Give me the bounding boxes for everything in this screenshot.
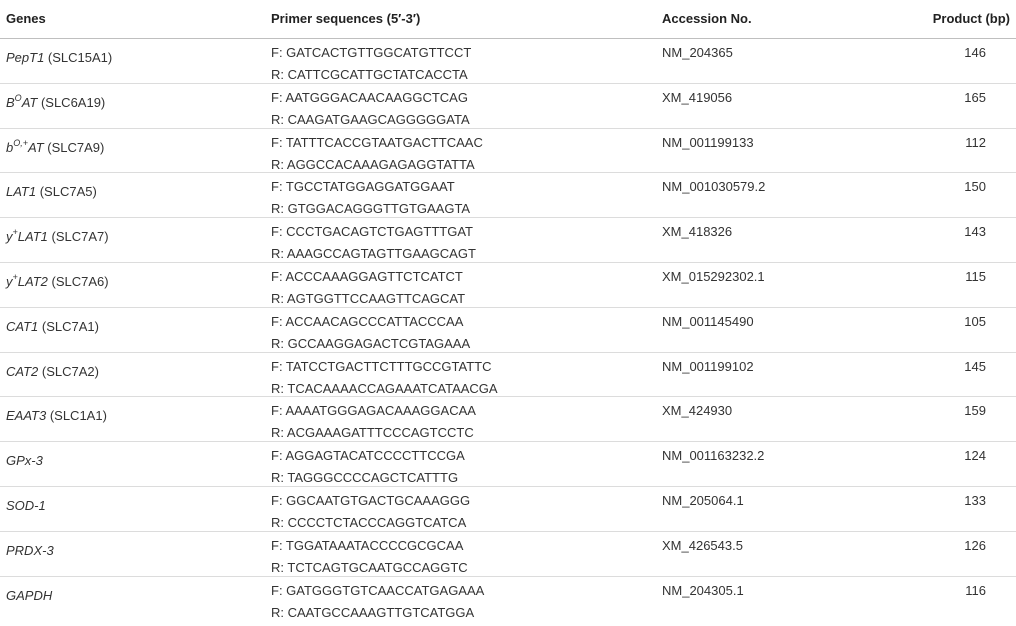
gene-name: b — [6, 139, 14, 155]
product-size: 159 — [964, 403, 986, 419]
gene-name: SOD-1 — [6, 497, 46, 513]
gene-name: LAT1 — [6, 184, 37, 200]
gene-symbol: (SLC7A6) — [47, 273, 109, 289]
gene-symbol: (SLC6A19) — [37, 94, 106, 110]
accession-number: XM_424930 — [662, 403, 733, 419]
accession-number: NM_001145490 — [662, 313, 754, 329]
table-row — [0, 442, 1016, 487]
gene-cell — [6, 359, 99, 380]
forward-primer: F: AGGAGTACATCCCCTTCCGA — [271, 448, 465, 464]
table-row — [0, 487, 1016, 532]
reverse-primer: R: TAGGGCCCCAGCTCATTTG — [271, 470, 459, 486]
gene-symbol: (SLC7A5) — [36, 184, 97, 200]
reverse-primer: R: TCTCAGTGCAATGCCAGGTC — [271, 559, 468, 575]
forward-primer: F: TGGATAAATACCCCGCGCAA — [271, 537, 464, 553]
gene-name-suffix: AT — [21, 94, 38, 110]
forward-primer: F: ACCCAAAGGAGTTCTCATCT — [271, 268, 463, 284]
product-size: 165 — [964, 89, 986, 105]
gene-cell — [6, 179, 97, 200]
product-size: 116 — [965, 582, 986, 598]
gene-name-suffix: AT — [28, 139, 44, 155]
product-size: 146 — [964, 45, 986, 60]
table-row — [0, 84, 1016, 129]
gene-cell — [6, 538, 54, 559]
table-row — [0, 263, 1016, 308]
gene-name: y — [6, 229, 13, 245]
product-size: 124 — [964, 448, 986, 464]
gene-name: PRDX-3 — [6, 542, 54, 558]
reverse-primer: R: ACGAAAGATTTCCCAGTCCTC — [271, 425, 474, 441]
gene-name: CAT2 — [6, 363, 39, 379]
gene-name: GAPDH — [6, 587, 53, 603]
reverse-primer: R: AGTGGTTCCAAGTTCAGCAT — [271, 290, 466, 306]
reverse-primer: R: CAATGCCAAAGTTGTCATGGA — [271, 604, 475, 620]
gene-cell — [6, 403, 107, 424]
table-body — [0, 39, 1016, 621]
product-size: 112 — [965, 134, 986, 150]
gene-cell — [6, 45, 112, 66]
product-size: 145 — [964, 358, 986, 374]
table-header — [0, 0, 1016, 39]
accession-number: NM_001163232.2 — [662, 448, 765, 464]
gene-name: PepT1 — [6, 50, 45, 65]
product-size: 105 — [964, 313, 986, 329]
accession-number: NM_001199133 — [662, 134, 754, 150]
accession-number: XM_426543.5 — [662, 537, 743, 553]
accession-number: NM_001030579.2 — [662, 179, 766, 195]
table-row — [0, 577, 1016, 622]
reverse-primer: R: GCCAAGGAGACTCGTAGAAA — [271, 335, 471, 351]
forward-primer: F: ACCAACAGCCCATTACCCAA — [271, 313, 464, 329]
gene-symbol: (SLC7A9) — [43, 139, 105, 155]
forward-primer: F: AATGGGACAACAAGGCTCAG — [271, 89, 468, 105]
forward-primer: F: AAAATGGGAGACAAAGGACAA — [271, 403, 476, 419]
gene-superscript: O,+ — [13, 137, 28, 148]
forward-primer: F: TATTTCACCGTAATGACTTCAAC — [271, 134, 483, 150]
product-size: 126 — [964, 537, 986, 553]
product-size: 115 — [965, 268, 986, 284]
accession-number: NM_205064.1 — [662, 492, 744, 508]
table-row — [0, 308, 1016, 353]
gene-name: GPx-3 — [6, 453, 43, 469]
reverse-primer: R: CCCCTCTACCCAGGTCATCA — [271, 514, 467, 530]
header-accession: Accession No. — [662, 11, 752, 26]
gene-symbol: (SLC7A2) — [38, 363, 99, 379]
table-row — [0, 39, 1016, 84]
gene-name: CAT1 — [6, 318, 39, 334]
table-row — [0, 129, 1016, 174]
table-row — [0, 218, 1016, 263]
product-size: 133 — [964, 492, 986, 508]
gene-superscript: + — [12, 271, 18, 282]
header-product: Product (bp) — [932, 11, 1010, 26]
reverse-primer: R: CATTCGCATTGCTATCACCTA — [271, 67, 468, 82]
gene-cell — [6, 493, 46, 514]
accession-number: NM_204365 — [662, 45, 733, 60]
header-genes: Genes — [6, 11, 46, 26]
gene-cell — [6, 90, 105, 111]
header-primers: Primer sequences (5′-3′) — [271, 11, 421, 26]
table-row — [0, 173, 1016, 218]
gene-cell — [6, 583, 52, 604]
forward-primer: F: GGCAATGTGACTGCAAAGGG — [271, 492, 471, 508]
gene-cell — [6, 224, 109, 245]
forward-primer: F: TGCCTATGGAGGATGGAAT — [271, 179, 455, 195]
gene-name: y — [6, 273, 13, 289]
reverse-primer: R: GTGGACAGGGTTGTGAAGTA — [271, 201, 471, 217]
gene-symbol: (SLC7A1) — [38, 318, 99, 334]
reverse-primer: R: AAAGCCAGTAGTTGAAGCAGT — [271, 246, 476, 262]
gene-name: EAAT3 — [6, 408, 47, 424]
forward-primer: F: TATCCTGACTTCTTTGCCGTATTC — [271, 358, 492, 374]
accession-number: NM_001199102 — [662, 358, 754, 374]
gene-symbol: (SLC15A1) — [44, 50, 113, 65]
accession-number: XM_418326 — [662, 224, 733, 240]
product-size: 150 — [964, 179, 986, 195]
gene-superscript: O — [14, 92, 22, 103]
accession-number: NM_204305.1 — [662, 582, 744, 598]
gene-name: B — [6, 94, 15, 110]
gene-name-suffix: LAT1 — [17, 229, 48, 245]
gene-symbol: (SLC1A1) — [46, 408, 107, 424]
gene-cell — [6, 135, 104, 156]
table-row — [0, 353, 1016, 398]
reverse-primer: R: TCACAAAACCAGAAATCATAACGA — [271, 380, 498, 396]
accession-number: XM_015292302.1 — [662, 268, 765, 284]
forward-primer: F: GATCACTGTTGGCATGTTCCT — [271, 45, 472, 60]
table-row — [0, 397, 1016, 442]
gene-name-suffix: LAT2 — [17, 273, 48, 289]
gene-cell — [6, 269, 109, 290]
gene-symbol: (SLC7A7) — [47, 229, 109, 245]
reverse-primer: R: CAAGATGAAGCAGGGGGATA — [271, 111, 470, 127]
product-size: 143 — [964, 224, 986, 240]
forward-primer: F: CCCTGACAGTCTGAGTTTGAT — [271, 224, 473, 240]
gene-cell — [6, 448, 43, 469]
gene-superscript: + — [12, 227, 18, 238]
reverse-primer: R: AGGCCACAAAGAGAGGTATTA — [271, 156, 475, 172]
accession-number: XM_419056 — [662, 89, 733, 105]
forward-primer: F: GATGGGTGTCAACCATGAGAAA — [271, 582, 485, 598]
gene-cell — [6, 314, 99, 335]
table-row — [0, 532, 1016, 577]
